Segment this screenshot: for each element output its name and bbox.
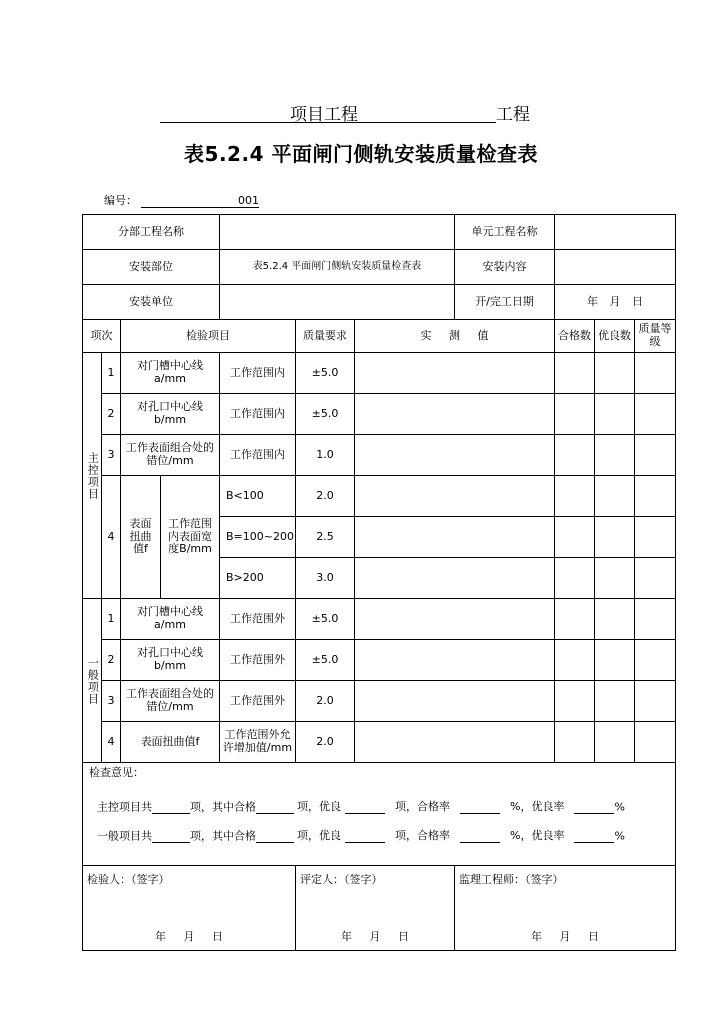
row-item-name: 对孔口中心线 bbox=[137, 646, 203, 660]
measured-cell[interactable] bbox=[355, 599, 555, 640]
row-condition: B<100 bbox=[220, 476, 296, 517]
row-req: 3.0 bbox=[296, 558, 355, 599]
row-no: 4 bbox=[102, 722, 121, 763]
text: 主控项目共 bbox=[97, 800, 152, 814]
form-code bbox=[104, 192, 259, 208]
col-measured: 实 测 值 bbox=[355, 320, 555, 353]
table-row bbox=[83, 681, 676, 722]
row-no: 2 bbox=[102, 640, 121, 681]
grade-cell[interactable] bbox=[635, 476, 676, 517]
assessor-date: 年 月 日 bbox=[341, 930, 409, 944]
pass-cell[interactable] bbox=[555, 640, 595, 681]
row-condition: 工作范围内 bbox=[220, 353, 296, 394]
row-item-unit: b/mm bbox=[153, 659, 187, 672]
blank-field[interactable] bbox=[345, 830, 385, 843]
text: 项，合格率 bbox=[395, 800, 450, 814]
text: %，优良率 bbox=[510, 829, 565, 843]
excellent-cell[interactable] bbox=[595, 558, 635, 599]
row-no: 1 bbox=[102, 599, 121, 640]
text: 项，优良 bbox=[297, 829, 341, 843]
inspection-table bbox=[82, 214, 676, 951]
date-label: 开/完工日期 bbox=[455, 285, 555, 320]
pass-cell[interactable] bbox=[555, 722, 595, 763]
inspector-cell[interactable] bbox=[83, 866, 296, 951]
pass-cell[interactable] bbox=[555, 517, 595, 558]
pass-cell[interactable] bbox=[555, 681, 595, 722]
text: % bbox=[614, 800, 625, 814]
grade-cell[interactable] bbox=[635, 394, 676, 435]
signature-row bbox=[83, 866, 676, 951]
project-suffix: 工程 bbox=[496, 105, 530, 125]
row-condition: 工作范围外 bbox=[220, 640, 296, 681]
text: 项，合格率 bbox=[395, 829, 450, 843]
grade-cell[interactable] bbox=[635, 640, 676, 681]
grade-cell[interactable] bbox=[635, 435, 676, 476]
row-condition: 工作范围外允许增加值/mm bbox=[220, 722, 296, 763]
row-req: ±5.0 bbox=[296, 394, 355, 435]
excellent-cell[interactable] bbox=[595, 435, 635, 476]
opinion-row bbox=[83, 763, 676, 866]
pass-cell[interactable] bbox=[555, 599, 595, 640]
row-req: 2.0 bbox=[296, 681, 355, 722]
row-item-name: 对门槽中心线 bbox=[137, 359, 203, 373]
unit-project-value[interactable] bbox=[555, 215, 676, 250]
text: 一般项目共 bbox=[97, 829, 152, 843]
excellent-cell[interactable] bbox=[595, 476, 635, 517]
date-value[interactable]: 年 月 日 bbox=[555, 285, 676, 320]
project-name: 项目工程 bbox=[290, 105, 358, 125]
measured-cell[interactable] bbox=[355, 722, 555, 763]
col-check-item: 检验项目 bbox=[121, 320, 296, 353]
excellent-cell[interactable] bbox=[595, 353, 635, 394]
row-req: ±5.0 bbox=[296, 640, 355, 681]
row-no: 1 bbox=[102, 353, 121, 394]
blank-field[interactable] bbox=[152, 830, 190, 843]
row-req: 1.0 bbox=[296, 435, 355, 476]
blank-field[interactable] bbox=[256, 830, 294, 843]
table-row bbox=[83, 476, 676, 517]
install-content-label: 安装内容 bbox=[455, 250, 555, 285]
row-req: 2.5 bbox=[296, 517, 355, 558]
row-item-unit: b/mm bbox=[153, 413, 187, 426]
row-item bbox=[121, 394, 220, 435]
excellent-cell[interactable] bbox=[595, 394, 635, 435]
supervisor-label: 监理工程师：（签字） bbox=[459, 873, 564, 886]
col-excellent-count: 优良数 bbox=[595, 320, 635, 353]
measured-cell[interactable] bbox=[355, 476, 555, 517]
grade-cell[interactable] bbox=[635, 517, 676, 558]
row-item-name: 对门槽中心线 bbox=[137, 605, 203, 619]
assessor-label: 评定人：（签字） bbox=[300, 873, 383, 886]
table-row bbox=[83, 599, 676, 640]
blank-field[interactable] bbox=[460, 801, 500, 814]
sub-project-label: 分部工程名称 bbox=[83, 215, 220, 250]
install-part-value[interactable]: 表5.2.4 平面闸门侧轨安装质量检查表 bbox=[220, 250, 455, 285]
row-req: ±5.0 bbox=[296, 599, 355, 640]
row-item: 表面扭曲值f bbox=[121, 722, 220, 763]
opinion-label: 检查意见： bbox=[89, 766, 144, 779]
code-label: 编号： bbox=[104, 194, 137, 207]
measured-cell[interactable] bbox=[355, 681, 555, 722]
measured-cell[interactable] bbox=[355, 353, 555, 394]
row-req: ±5.0 bbox=[296, 353, 355, 394]
table-row bbox=[83, 640, 676, 681]
row-condition: 工作范围外 bbox=[220, 599, 296, 640]
table-row bbox=[83, 353, 676, 394]
pass-cell[interactable] bbox=[555, 435, 595, 476]
install-part-label: 安装部位 bbox=[83, 250, 220, 285]
blank-field[interactable] bbox=[256, 801, 294, 814]
general-items-label: 一般项目 bbox=[83, 599, 102, 763]
measured-cell[interactable] bbox=[355, 640, 555, 681]
row-item bbox=[121, 353, 220, 394]
excellent-cell[interactable] bbox=[595, 722, 635, 763]
install-unit-label: 安装单位 bbox=[83, 285, 220, 320]
excellent-cell[interactable] bbox=[595, 640, 635, 681]
row-item: 工作表面组合处的错位/mm bbox=[121, 435, 220, 476]
row-condition: B=100~200 bbox=[220, 517, 296, 558]
sub-project-value[interactable] bbox=[220, 215, 455, 250]
pass-cell[interactable] bbox=[555, 558, 595, 599]
blank-field[interactable] bbox=[460, 830, 500, 843]
inspector-label: 检验人：（签字） bbox=[87, 873, 170, 886]
row-item bbox=[121, 599, 220, 640]
row-condition: 工作范围外 bbox=[220, 681, 296, 722]
table-row bbox=[83, 435, 676, 476]
blank-field[interactable] bbox=[152, 801, 190, 814]
table-row bbox=[83, 394, 676, 435]
main-items-label: 主控项目 bbox=[83, 353, 102, 599]
supervisor-cell[interactable] bbox=[455, 866, 676, 951]
row-no: 4 bbox=[102, 476, 121, 599]
inspector-date: 年 月 日 bbox=[155, 930, 223, 944]
supervisor-date: 年 月 日 bbox=[531, 930, 600, 944]
col-quality-grade: 质量等级 bbox=[635, 320, 676, 353]
pass-cell[interactable] bbox=[555, 394, 595, 435]
opinion-general-line bbox=[97, 830, 625, 843]
text: 项，其中合格 bbox=[190, 829, 256, 843]
grade-cell[interactable] bbox=[635, 599, 676, 640]
row-no: 3 bbox=[102, 681, 121, 722]
text: 项，其中合格 bbox=[190, 800, 256, 814]
col-quality-req: 质量要求 bbox=[296, 320, 355, 353]
table-row bbox=[83, 722, 676, 763]
row-item-unit: a/mm bbox=[154, 618, 186, 631]
col-pass-count: 合格数 bbox=[555, 320, 595, 353]
row-item: 表面扭曲值f bbox=[121, 476, 161, 599]
pass-cell[interactable] bbox=[555, 353, 595, 394]
project-title bbox=[160, 100, 540, 126]
row-req: 2.0 bbox=[296, 476, 355, 517]
unit-project-label: 单元工程名称 bbox=[455, 215, 555, 250]
opinion-main-line bbox=[97, 801, 625, 814]
col-item-no: 项次 bbox=[83, 320, 121, 353]
row-no: 2 bbox=[102, 394, 121, 435]
grade-cell[interactable] bbox=[635, 722, 676, 763]
row-sub-item: 工作范围内表面宽度B/mm bbox=[161, 476, 220, 599]
row-item: 工作表面组合处的错位/mm bbox=[121, 681, 220, 722]
form-title: 表5.2.4 平面闸门侧轨安装质量检查表 bbox=[184, 142, 538, 166]
install-content-value[interactable] bbox=[555, 250, 676, 285]
grade-cell[interactable] bbox=[635, 353, 676, 394]
assessor-cell[interactable] bbox=[296, 866, 455, 951]
text: 项，优良 bbox=[297, 800, 341, 814]
row-item bbox=[121, 640, 220, 681]
pass-cell[interactable] bbox=[555, 476, 595, 517]
row-item-name: 对孔口中心线 bbox=[137, 400, 203, 414]
text: % bbox=[614, 829, 625, 843]
install-unit-value[interactable] bbox=[220, 285, 455, 320]
excellent-cell[interactable] bbox=[595, 517, 635, 558]
blank-field[interactable] bbox=[574, 830, 614, 843]
text: %，优良率 bbox=[510, 800, 565, 814]
blank-field[interactable] bbox=[345, 801, 385, 814]
row-condition: 工作范围内 bbox=[220, 435, 296, 476]
measured-cell[interactable] bbox=[355, 517, 555, 558]
grade-cell[interactable] bbox=[635, 681, 676, 722]
opinion-cell[interactable] bbox=[83, 763, 676, 866]
row-no: 3 bbox=[102, 435, 121, 476]
excellent-cell[interactable] bbox=[595, 599, 635, 640]
measured-cell[interactable] bbox=[355, 394, 555, 435]
code-value: 001 bbox=[141, 194, 259, 208]
row-req: 2.0 bbox=[296, 722, 355, 763]
row-condition: B>200 bbox=[220, 558, 296, 599]
row-condition: 工作范围内 bbox=[220, 394, 296, 435]
grade-cell[interactable] bbox=[635, 558, 676, 599]
measured-cell[interactable] bbox=[355, 435, 555, 476]
measured-cell[interactable] bbox=[355, 558, 555, 599]
excellent-cell[interactable] bbox=[595, 681, 635, 722]
row-item-unit: a/mm bbox=[154, 372, 186, 385]
blank-field[interactable] bbox=[574, 801, 614, 814]
